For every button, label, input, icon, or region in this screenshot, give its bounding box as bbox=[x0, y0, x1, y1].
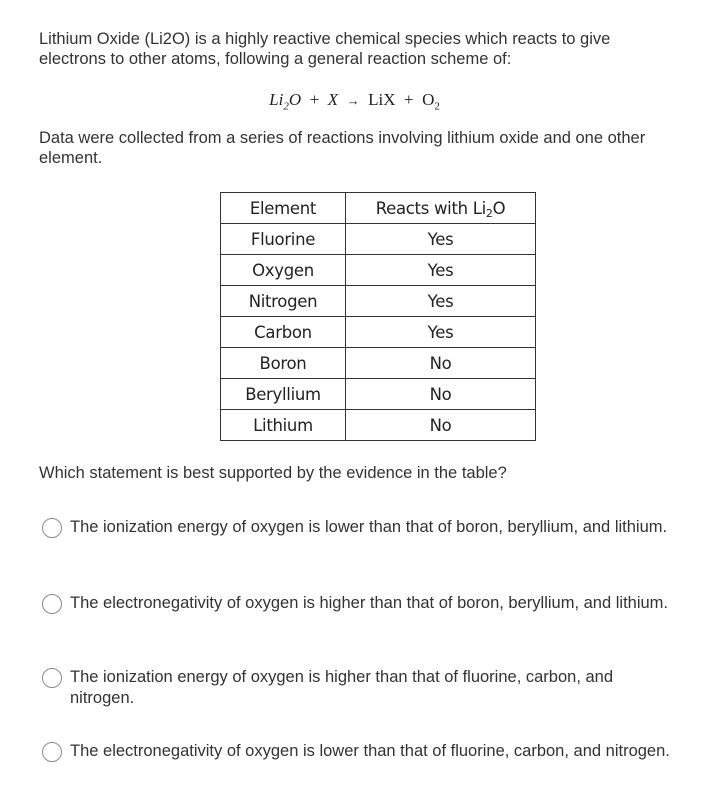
option-a-text[interactable]: The ionization energy of oxygen is lower than that of boron, beryllium, and lithium. bbox=[70, 518, 668, 536]
header-element: Element bbox=[221, 193, 346, 224]
element-cell: Oxygen bbox=[221, 255, 346, 286]
equation-reactant-1-symbol: Li bbox=[269, 90, 284, 109]
reacts-cell: Yes bbox=[346, 317, 536, 348]
reacts-cell: Yes bbox=[346, 255, 536, 286]
table-row bbox=[221, 255, 536, 286]
table-row bbox=[221, 348, 536, 379]
reacts-cell: Yes bbox=[346, 224, 536, 255]
equation-arrow: → bbox=[346, 93, 360, 108]
equation-plus-2: + bbox=[403, 90, 414, 109]
table-row bbox=[221, 317, 536, 348]
header-reacts-suffix: O bbox=[492, 198, 506, 218]
reacts-cell: Yes bbox=[346, 286, 536, 317]
table-row bbox=[221, 286, 536, 317]
header-reacts-with bbox=[346, 193, 536, 224]
reacts-cell: No bbox=[346, 379, 536, 410]
header-reacts-subscript: 2 bbox=[485, 206, 493, 220]
reacts-cell: No bbox=[346, 410, 536, 441]
element-cell: Fluorine bbox=[221, 224, 346, 255]
table-header-row bbox=[221, 193, 536, 224]
table-row bbox=[221, 410, 536, 441]
element-cell: Nitrogen bbox=[221, 286, 346, 317]
option-d-text[interactable]: The electronegativity of oxygen is lower than that of fluorine, carbon, and nitrogen. bbox=[70, 742, 670, 760]
option-c-text[interactable]: The ionization energy of oxygen is higher than that of fluorine, carbon, and nitrogen. bbox=[70, 668, 614, 707]
table-row bbox=[221, 224, 536, 255]
reacts-cell: No bbox=[346, 348, 536, 379]
option-b-text[interactable]: The electronegativity of oxygen is higher than that of boron, beryllium, and lithium. bbox=[70, 594, 668, 612]
equation-reactant-2: X bbox=[327, 90, 339, 109]
radio-button-c[interactable] bbox=[42, 668, 62, 688]
equation-product-2-subscript: 2 bbox=[434, 100, 440, 113]
reaction-equation bbox=[0, 90, 709, 112]
intro-paragraph: Lithium Oxide (Li2O) is a highly reactive chemical species which reacts to give electrons to other atoms, following a general reaction scheme of: bbox=[39, 30, 611, 68]
equation-reactant-1 bbox=[269, 90, 302, 113]
equation-plus-1: + bbox=[309, 90, 320, 109]
reaction-data-table bbox=[220, 192, 536, 441]
equation-reactant-1-subscript: 2 bbox=[283, 100, 289, 113]
element-cell: Beryllium bbox=[221, 379, 346, 410]
table-row bbox=[221, 379, 536, 410]
radio-button-d[interactable] bbox=[42, 742, 62, 762]
data-intro-paragraph: Data were collected from a series of reactions involving lithium oxide and one other element. bbox=[39, 129, 646, 167]
question-text: Which statement is best supported by the evidence in the table? bbox=[39, 464, 507, 482]
equation-product-2-symbol: O bbox=[422, 90, 435, 109]
equation-product-2 bbox=[422, 90, 440, 113]
equation-reactant-1-oxygen: O bbox=[288, 90, 302, 109]
element-cell: Lithium bbox=[221, 410, 346, 441]
radio-button-a[interactable] bbox=[42, 518, 62, 538]
equation-product-1: LiX bbox=[368, 90, 396, 109]
radio-button-b[interactable] bbox=[42, 594, 62, 614]
element-cell: Boron bbox=[221, 348, 346, 379]
element-cell: Carbon bbox=[221, 317, 346, 348]
header-reacts-prefix: Reacts with Li bbox=[375, 198, 486, 218]
